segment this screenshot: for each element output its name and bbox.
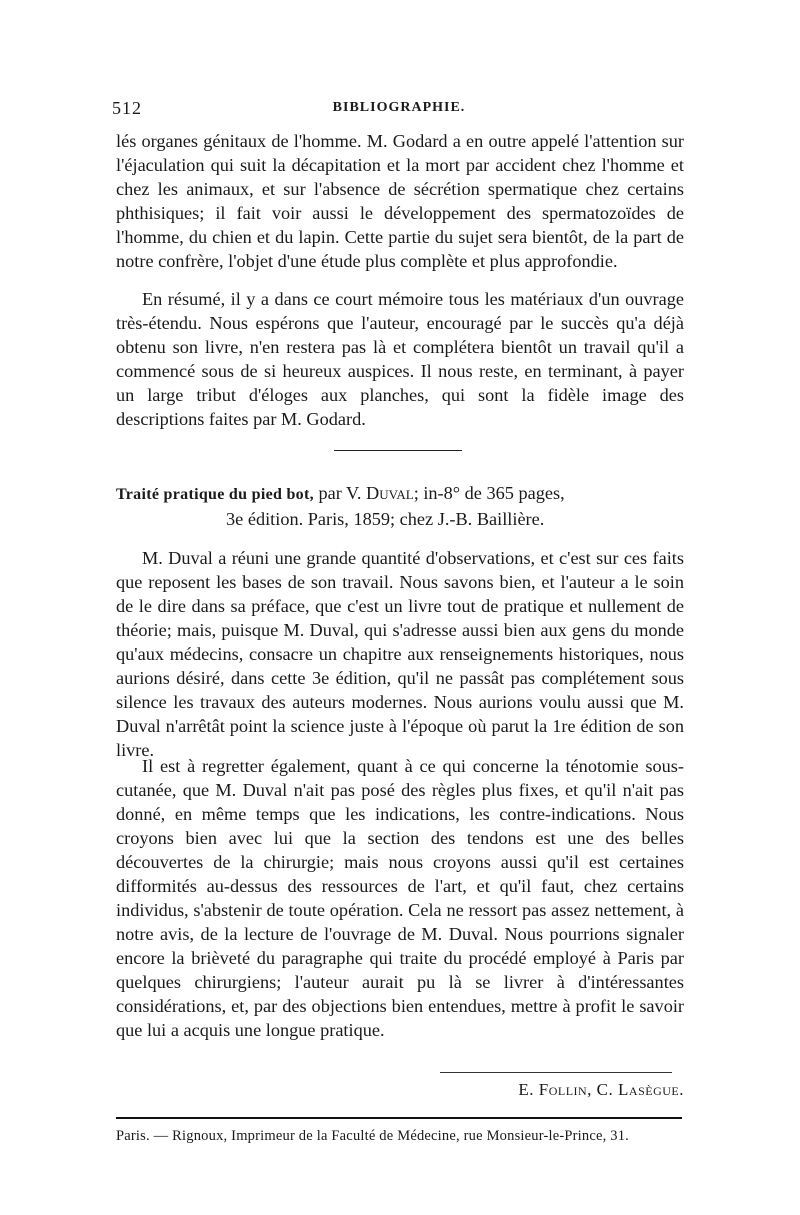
paragraph-4 [116, 754, 684, 1042]
review-heading-line-1 [116, 481, 684, 507]
review-heading [116, 481, 684, 532]
review-format: ; in-8° de 365 pages, [413, 483, 565, 503]
section-divider [334, 450, 462, 451]
paragraph-4-text: Il est à regretter également, quant à ce qui concerne la ténotomie sous-cutanée, que M. Duval n'ait pas posé des règles plus fixes, et qu'il n'ait pas donné, en même temps que les indications, les contre-indications. Nous croyons bien avec lui que la section des tendons est une des belles découvertes de la chirurgie; mais nous croyons aussi qu'il est certaines difformités au-dessus des ressources de l'art, et qu'il faut, chez certains individus, s'abstenir de toute opération. Cela ne ressort pas assez nettement, à notre avis, de la lecture de l'ouvrage de M. Duval. Nous pourrions signaler encore la brièveté du paragraphe qui traite du procédé employé à Paris par quelques chirurgiens; l'auteur aurait pu là se livrer à d'intéressantes considérations, et, par des objections bien entendues, mettre à profit le savoir que lui a acquis une longue pratique. [116, 756, 684, 1040]
paragraph-2-text: En résumé, il y a dans ce court mémoire tous les matériaux d'un ouvrage très-étendu. Nous espérons que l'auteur, encouragé par le succès qu'a déjà obtenu son livre, n'en restera pas là et complétera bientôt un travail qu'il a commencé sous de si heureux auspices. Il nous reste, en terminant, à payer un large tribut d'éloges aux planches, qui sont la fidèle image des descriptions faites par M. Godard. [116, 289, 684, 429]
paragraph-3-text: M. Duval a réuni une grande quantité d'observations, et c'est sur ces faits que reposent les bases de son travail. Nous savons bien, et l'auteur a le soin de le dire dans sa préface, que c'est un livre tout de pratique et nullement de théorie; mais, puisque M. Duval, qui s'adresse aussi bien aux gens du monde qu'aux médecins, consacre un chapitre aux renseignements historiques, nous aurions désiré, dans cette 3e édition, qu'il ne passât pas complétement sous silence les travaux des auteurs modernes. Nous aurions voulu aussi que M. Duval n'arrêtât point la science juste à l'époque où parut la 1re édition de son livre. [116, 548, 684, 760]
paragraph-3 [116, 546, 684, 762]
printer-imprint: Paris. — Rignoux, Imprimeur de la Faculté de Médecine, rue Monsieur-le-Prince, 31. [116, 1128, 630, 1144]
paragraph-1 [116, 129, 684, 273]
page-header [112, 98, 686, 122]
review-by: par V. [313, 483, 367, 503]
page-number: 512 [112, 98, 142, 118]
signature-rule [440, 1072, 672, 1073]
footer-rule [116, 1117, 682, 1119]
review-edition-line: 3e édition. Paris, 1859; chez J.-B. Baillière. [226, 509, 545, 529]
paragraph-1-text: lés organes génitaux de l'homme. M. Godard a en outre appelé l'attention sur l'éjaculation qui suit la décapitation et la mort par accident chez l'homme et chez les animaux, et sur l'absence de sécrétion spermatique chez certains phthisiques; il fait voir aussi le développement des spermatozoïdes de l'homme, du chien et du lapin. Cette partie du sujet sera bientôt, de la part de notre confrère, l'objet d'une étude plus complète et plus approfondie. [116, 131, 684, 271]
signature: E. Follin, C. Lasègue. [518, 1080, 684, 1099]
running-head: BIBLIOGRAPHIE. [332, 100, 466, 115]
review-author: Duval [366, 483, 414, 503]
work-title: Traité pratique du pied bot, [116, 486, 314, 503]
paragraph-2 [116, 287, 684, 431]
